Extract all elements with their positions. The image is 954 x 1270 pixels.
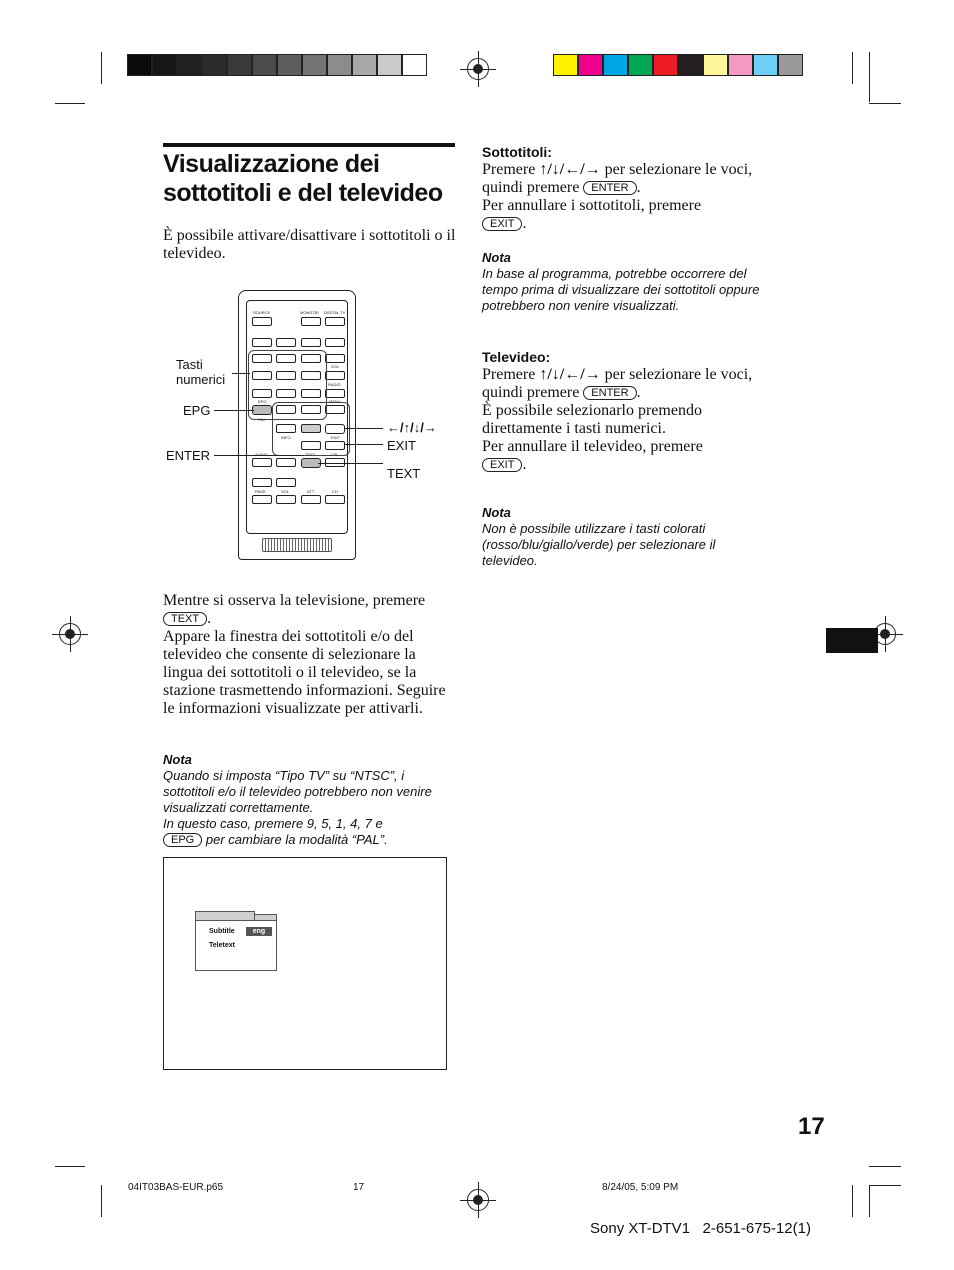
menu-item-teletext[interactable]: Teletext xyxy=(209,942,235,949)
source-button[interactable] xyxy=(252,317,272,326)
process-swatch xyxy=(728,54,753,76)
arrow-symbols: ↑/↓/←/→ xyxy=(539,161,601,178)
text-key: TEXT xyxy=(163,612,207,626)
crop-mark xyxy=(55,103,85,104)
process-swatch xyxy=(653,54,678,76)
remote-key-label: MENU xyxy=(329,399,341,404)
callout-line xyxy=(214,455,304,456)
arrow-symbols: ↑/↓/←/→ xyxy=(539,366,601,383)
note-text: In base al programma, potrebbe occorrere del tempo prima di visualizzare dei sottotitoli oppure potrebbero non venire visualizzati. xyxy=(482,266,760,313)
callout-line xyxy=(214,410,254,411)
note-text-part: In questo caso, premere 9, 5, 1, 4, 7 e xyxy=(163,816,383,831)
vol2-minus-button[interactable] xyxy=(276,495,296,504)
crop-mark xyxy=(869,1166,901,1167)
registration-mark xyxy=(467,1189,489,1211)
registration-mark xyxy=(467,58,489,80)
vol-minus-button[interactable] xyxy=(325,371,345,380)
stop-button[interactable] xyxy=(301,338,321,347)
text-part: Per annullare il televideo, premere xyxy=(482,438,703,455)
subtitle-menu xyxy=(195,920,277,971)
remote-key-label: INFO xyxy=(281,435,291,440)
callout-line xyxy=(232,373,250,374)
section-heading: Televideo: xyxy=(482,349,551,365)
televideo-section xyxy=(482,348,782,474)
tv-screen-illustration xyxy=(163,857,447,1070)
next-button[interactable] xyxy=(276,338,296,347)
enter-key: ENTER xyxy=(583,386,636,400)
gray-swatch xyxy=(327,54,352,76)
epg-key: EPG xyxy=(163,833,202,847)
footer-page: 17 xyxy=(353,1182,365,1193)
text-part: Per annullare i sottotitoli, premere xyxy=(482,197,702,214)
crop-mark xyxy=(852,52,853,84)
intro-text: È possibile attivare/disattivare i sottotitoli o il televideo. xyxy=(163,227,456,262)
gray-swatch xyxy=(127,54,152,76)
crop-mark xyxy=(869,52,870,102)
remote-key-label: VOL xyxy=(331,364,340,369)
footer-model: Sony XT-DTV1 2-651-675-12(1) xyxy=(590,1220,811,1237)
process-swatch xyxy=(678,54,703,76)
gray-swatch xyxy=(202,54,227,76)
note-heading: Nota xyxy=(482,250,511,265)
remote-key-label: EXIT xyxy=(331,435,340,440)
crop-mark xyxy=(869,1185,870,1217)
crop-mark xyxy=(101,1185,102,1217)
label-exit: EXIT xyxy=(387,438,416,453)
label-enter: ENTER xyxy=(166,448,211,463)
remote-key-label: FAV xyxy=(258,417,266,422)
att-button[interactable] xyxy=(301,495,321,504)
exit-key: EXIT xyxy=(482,217,522,231)
note-2 xyxy=(482,250,772,314)
registration-mark xyxy=(59,623,81,645)
gray-swatch xyxy=(277,54,302,76)
note-3 xyxy=(482,505,772,569)
label-text: TEXT xyxy=(387,466,421,481)
remote-key-label: MONITOR xyxy=(300,310,319,315)
crop-mark xyxy=(55,1166,85,1167)
gray-swatch xyxy=(227,54,252,76)
vol-plus-button[interactable] xyxy=(325,354,345,363)
gray-swatch xyxy=(377,54,402,76)
instruction-line: Mentre si osserva la televisione, premere xyxy=(163,592,426,609)
gray-swatch xyxy=(402,54,427,76)
text-part: È possibile selezionarlo premendo direttamente i tasti numerici. xyxy=(482,402,702,437)
info-button[interactable] xyxy=(276,458,296,467)
menu-value-eng[interactable]: eng xyxy=(246,927,272,936)
process-swatch xyxy=(753,54,778,76)
label-arrows: ←/↑/↓/→ xyxy=(387,420,437,435)
gray-swatch xyxy=(352,54,377,76)
remote-key-label: DIGITAL TV xyxy=(324,310,346,315)
page-number: 17 xyxy=(798,1113,825,1140)
remote-key-label: ATT xyxy=(307,489,315,494)
footer-date: 8/24/05, 5:09 PM xyxy=(602,1182,679,1193)
ch-minus-button[interactable] xyxy=(325,495,345,504)
audio-button[interactable] xyxy=(252,458,272,467)
gray-swatch xyxy=(252,54,277,76)
section-tab xyxy=(826,628,878,653)
gray-swatch xyxy=(177,54,202,76)
remote-key-label: VOL xyxy=(281,489,290,494)
remote-illustration xyxy=(238,290,356,560)
label-epg: EPG xyxy=(183,403,211,418)
play-pause-button[interactable] xyxy=(325,338,345,347)
footer-file: 04IT03BAS-EUR.p65 xyxy=(128,1182,224,1193)
title-rule xyxy=(163,143,455,147)
crop-mark xyxy=(101,52,102,84)
crop-mark xyxy=(869,1185,901,1186)
note-1 xyxy=(163,752,453,848)
page-minus-button[interactable] xyxy=(252,495,272,504)
exit-key: EXIT xyxy=(482,458,522,472)
callout-line xyxy=(345,444,383,445)
label-tasti-numerici: Tasti numerici xyxy=(176,357,226,387)
radio-button[interactable] xyxy=(325,389,345,398)
prev-button[interactable] xyxy=(252,338,272,347)
text-part: Premere xyxy=(482,366,536,383)
note-text-part: per cambiare la modalità “PAL”. xyxy=(205,832,388,847)
callout-line xyxy=(345,428,383,429)
page-title: Visualizzazione dei sottotitoli e del televideo xyxy=(163,150,443,207)
note-heading: Nota xyxy=(163,752,192,767)
remote-key-label: EPG xyxy=(258,399,267,404)
process-swatch xyxy=(603,54,628,76)
remote-key-label: L/R xyxy=(331,452,338,457)
text-part: per selezionare le voci, quindi premere xyxy=(482,366,753,401)
instruction-rest: Appare la finestra dei sottotitoli e/o del televideo che consente di selezionare la lingua dei sottotitoli o il televideo, se la stazione trasmettendo informazioni. Seguire le informazioni visualizzate per attivarli. xyxy=(163,628,446,717)
monitor-button[interactable] xyxy=(301,317,321,326)
process-swatch xyxy=(628,54,653,76)
remote-key-label: RADIO xyxy=(328,382,341,387)
callout-line xyxy=(318,463,383,464)
process-swatch xyxy=(578,54,603,76)
page-plus-button[interactable] xyxy=(252,478,272,487)
remote-key-label: PAGE xyxy=(255,489,266,494)
sottotitoli-section xyxy=(482,143,782,233)
text-part: Premere xyxy=(482,161,536,178)
menu-item-subtitle[interactable]: Subtitle xyxy=(209,928,235,935)
crop-mark xyxy=(852,1185,853,1217)
gray-swatch xyxy=(302,54,327,76)
process-swatch xyxy=(553,54,578,76)
vol2-plus-button[interactable] xyxy=(276,478,296,487)
section-heading: Sottotitoli: xyxy=(482,144,552,160)
note-heading: Nota xyxy=(482,505,511,520)
enter-key: ENTER xyxy=(583,181,636,195)
note-text xyxy=(163,816,453,848)
process-swatch xyxy=(703,54,728,76)
arrow-keys-highlight xyxy=(272,402,350,456)
process-swatch xyxy=(778,54,803,76)
digital-tv-button[interactable] xyxy=(325,317,345,326)
section-text: Premere ↑/↓/←/→ per selezionare le voci, quindi premere ENTER . È possibile selezionarlo premendo direttamente i tasti numerici. Per annullare il televideo, premere EXIT . xyxy=(482,366,753,473)
text-part: per selezionare le voci, quindi premere xyxy=(482,161,753,196)
main-instructions: Mentre si osserva la televisione, premere TEXT . Appare la finestra dei sottotitoli e/o del televideo che consente di selezionare la lingua dei sottotitoli o il televideo, se la stazione trasmettendo informazioni. Seguire le informazioni visualizzate per attivarli. xyxy=(163,592,446,717)
remote-key-label: TEXT xyxy=(305,452,316,457)
gray-swatch xyxy=(152,54,177,76)
note-text: Quando si imposta “Tipo TV” su “NTSC”, i sottotitoli e/o il televideo potrebbero non venire visualizzati correttamente. xyxy=(163,768,432,815)
remote-key-label: CH xyxy=(332,489,338,494)
crop-mark xyxy=(869,103,901,104)
remote-key-label: SOURCE xyxy=(253,310,271,315)
section-text: Premere ↑/↓/←/→ per selezionare le voci, quindi premere ENTER . Per annullare i sottotitoli, premere EXIT . xyxy=(482,161,753,232)
note-text: Non è possibile utilizzare i tasti colorati (rosso/blu/giallo/verde) per selezionare il televideo. xyxy=(482,521,716,568)
remote-grip xyxy=(262,538,332,552)
